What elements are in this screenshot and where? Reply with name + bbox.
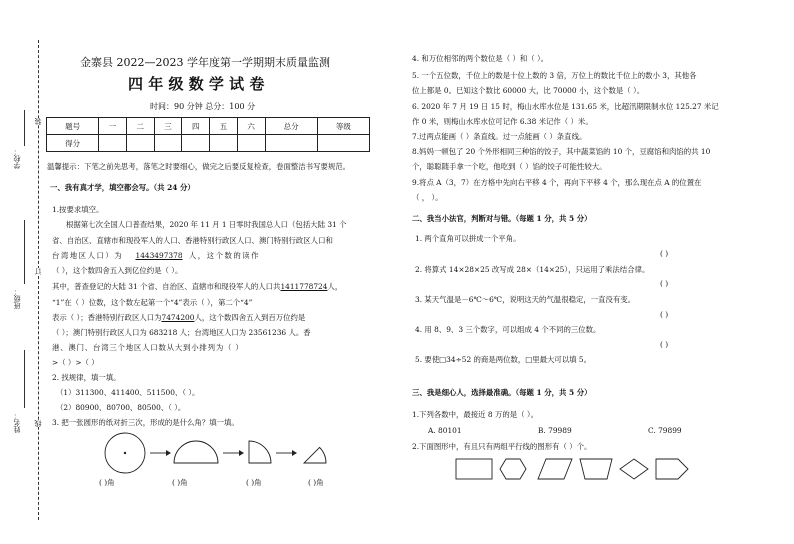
q9-line2[interactable]: （ ， ）。 (412, 193, 443, 202)
q1-number3: 7474200 (161, 313, 195, 322)
score-header-cell: 二 (126, 118, 154, 135)
choice-q1-opt-b[interactable]: B. 79989 (538, 426, 572, 435)
q2-title: 2. 找规律，填一填。 (52, 373, 121, 382)
binding-dashed-line (38, 40, 39, 520)
q1-line7-b: 人，这个数四舍五入到百万位约是 (194, 313, 306, 322)
score-header-cell: 题号 (47, 118, 99, 135)
choice-q2[interactable]: 2.下面图形中，有且只有两组平行线的图形有（ ）个。 (412, 442, 592, 451)
judge-item-3: 3. 某天气温是－6℃～6℃，说明这天的气温很稳定，一直没有变。 (415, 295, 636, 304)
q1-line4[interactable]: （ ），这个数四舍五入到亿位约是（ ）。 (52, 266, 183, 275)
q1-line7 (52, 311, 305, 324)
arrow-pentagon-shape (656, 459, 688, 479)
score-table-score-row (47, 135, 370, 152)
score-cell[interactable] (265, 135, 317, 152)
exam-subtitle: 四 年 级 数 学 试 卷 (128, 75, 265, 93)
q1-line5 (52, 280, 342, 293)
q3-fold-diagram (100, 430, 340, 480)
q3-answer-1[interactable]: ( )角 (99, 478, 115, 487)
quarter-circle-shape (249, 441, 271, 463)
judge-item-4: 4. 用 8、9、3 三个数字，可以组成 4 个不同的三位数。 (415, 325, 601, 334)
q2-item-a[interactable]: （1）311300、411400、511500、（ ）。 (56, 388, 200, 397)
q5-line2[interactable]: 位上都是 0。巳知这个数比 60000 大，比 70000 小，这个数是（ ）。 (412, 86, 645, 95)
q1-number2: 1411778724 (280, 282, 328, 291)
score-header-cell: 四 (182, 118, 210, 135)
judge-item-1: 1. 两个直角可以拼成一个平角。 (415, 234, 521, 243)
judge-paren-1[interactable]: ( ) (660, 249, 669, 258)
circle-center-dot (124, 452, 126, 454)
score-table (46, 117, 370, 152)
judge-item-2: 2. 将算式 14×28×25 改写成 28×（14×25），只运用了乘法结合律。 (415, 265, 650, 274)
q3-answer-2[interactable]: ( )角 (172, 478, 188, 487)
arrow-2-head (239, 450, 244, 456)
q4-text[interactable]: 4. 和万位相邻的两个数位是（ ）和（ ）。 (412, 54, 549, 63)
margin-name-label: 姓名： (13, 412, 21, 433)
score-cell[interactable] (210, 135, 238, 152)
score-header-cell: 五 (210, 118, 238, 135)
section3-title: 三、我是细心人，选择最准确。（每题 1 分，共 5 分） (412, 388, 592, 397)
judge-paren-3[interactable]: ( ) (660, 310, 669, 319)
q1-line8[interactable]: （ ）；澳门特别行政区人口为 683218 人；台湾地区人口为 23561236 人。香 (52, 328, 311, 337)
arrow-3-head (292, 450, 297, 456)
q1-number1: 1443497378 (135, 251, 183, 260)
tip-text: 温馨提示：下笔之前先思考，落笔之时要细心，做完之后要反复检查，卷面整洁书写要规范。 (47, 162, 351, 171)
q1-line3-b: 人，这个数的读作 (188, 251, 261, 260)
margin-school-label: 学校： (13, 148, 21, 169)
q5-line1: 5. 一个五位数，千位上的数是十位上数的 3 倍，万位上的数比千位上的数小 3，其他各 (412, 71, 697, 80)
choice-q1[interactable]: 1.下列各数中，最接近 8 万的是（ ）。 (412, 410, 538, 419)
margin-class-line[interactable] (24, 220, 25, 284)
q1-line1: 根据第七次全国人口普查结果，2020 年 11 月 1 日零时我国总人口（包括大陆 31 个 (66, 220, 347, 229)
judge-paren-2[interactable]: ( ) (660, 279, 669, 288)
score-cell[interactable] (126, 135, 154, 152)
choice-q1-opt-a[interactable]: A. 80101 (428, 426, 462, 435)
q6-line1: 6. 2020 年 7 月 19 日 15 时，梅山水库水位是 131.65 米，比超汛期限制水位 125.27 米记 (412, 102, 719, 111)
q1-line3-a: 台湾地区人口）为 (52, 251, 124, 260)
score-table-header-row (47, 118, 370, 135)
q1-title: 1.按要求填空。 (52, 205, 104, 214)
quadrilateral-shapes (456, 455, 696, 485)
score-header-cell: 六 (237, 118, 265, 135)
fold-char-2: 订 (34, 268, 42, 275)
arrow-1-head (166, 450, 171, 456)
q1-line7-a[interactable]: 表示（ ）；香港特别行政区人口为 (52, 313, 162, 322)
q2-item-b[interactable]: （2）80900、80700、80500、（ ）。 (56, 403, 186, 412)
time-score: 时间：90 分钟 总分：100 分 (150, 102, 256, 111)
q3-answer-3[interactable]: ( )角 (246, 478, 262, 487)
margin-class-label: 班级： (13, 288, 21, 309)
trapezoid-shape (580, 459, 612, 479)
score-header-cell: 三 (154, 118, 182, 135)
q1-line9[interactable]: 港、澳门、台湾三个地区人口数从大到小排列为（ ） (52, 343, 244, 352)
q1-line6[interactable]: “1”在（ ）位数，这个数左起第一个“4”表示（ ），第二个“4” (52, 298, 253, 307)
section2-title: 二、我当小法官，判断对与错。（每题 1 分，共 5 分） (412, 214, 592, 223)
score-cell[interactable] (237, 135, 265, 152)
judge-paren-4[interactable]: ( ) (660, 340, 669, 349)
score-header-cell: 一 (99, 118, 127, 135)
score-header-cell: 总分 (265, 118, 317, 135)
q1-line3 (52, 249, 260, 262)
q1-line10[interactable]: >（ ）>（ ） (52, 358, 99, 367)
score-cell[interactable] (317, 135, 369, 152)
exam-title: 金寨县 2022—2023 学年度第一学期期末质量监测 (80, 56, 330, 69)
rectangle-shape (456, 459, 492, 479)
q8-line2[interactable]: 个，聪聪随手拿一个吃，他吃到（ ）馅的饺子可能性较大。 (412, 162, 607, 171)
parallelogram-shape (538, 459, 572, 479)
score-header-cell: 等级 (317, 118, 369, 135)
margin-name-line[interactable] (24, 350, 25, 408)
rhombus-shape (620, 459, 648, 479)
fold-char-1: 装 (34, 118, 42, 125)
score-row-label: 得分 (47, 135, 99, 152)
choice-q1-opt-c[interactable]: C. 79899 (648, 426, 682, 435)
score-cell[interactable] (154, 135, 182, 152)
margin-school-line[interactable] (24, 110, 25, 146)
q7-text[interactable]: 7.过两点能画（ ）条直线。过一点能画（ ）条直线。 (412, 132, 587, 141)
score-cell[interactable] (99, 135, 127, 152)
fold-char-3: 线 (34, 420, 42, 427)
q1-line5-b: 人， (327, 282, 343, 291)
hexagon-shape (500, 459, 526, 479)
q1-line5-a: 其中，普查登记的大陆 31 个省、自治区、直辖市和现役军人的人口共 (52, 282, 281, 291)
section1-title: 一、我有真才学，填空都会写。（共 24 分） (50, 183, 195, 192)
q8-line1: 8.妈妈一顿包了 20 个外形相同三种馅的饺子，其中蔬菜馅的 10 个，豆腐馅和肉馅的共 10 (412, 147, 711, 156)
q6-line2[interactable]: 作 0 米，则梅山水库水位可记作 6.38 米记作（ ）米。 (412, 117, 593, 126)
q1-line2: 省、自治区、直辖市和现役军人的人口、香港特别行政区人口、澳门特别行政区人口和 (52, 236, 333, 245)
semicircle-shape (174, 441, 218, 463)
score-cell[interactable] (182, 135, 210, 152)
q9-line1: 9.将点 A（3，7）在方格中先向右平移 4 个，再向下平移 4 个，那么现在点 A 的位置在 (412, 178, 702, 187)
eighth-circle-shape (304, 447, 326, 463)
q3-answer-4[interactable]: ( )角 (308, 478, 324, 487)
q3-title: 3. 把一张圆形的纸对折三次，形成的是什么角？填一填。 (52, 418, 239, 427)
judge-item-5: 5. 要使□34÷52 的商是两位数，□里最大可以填 5。 (415, 355, 592, 364)
